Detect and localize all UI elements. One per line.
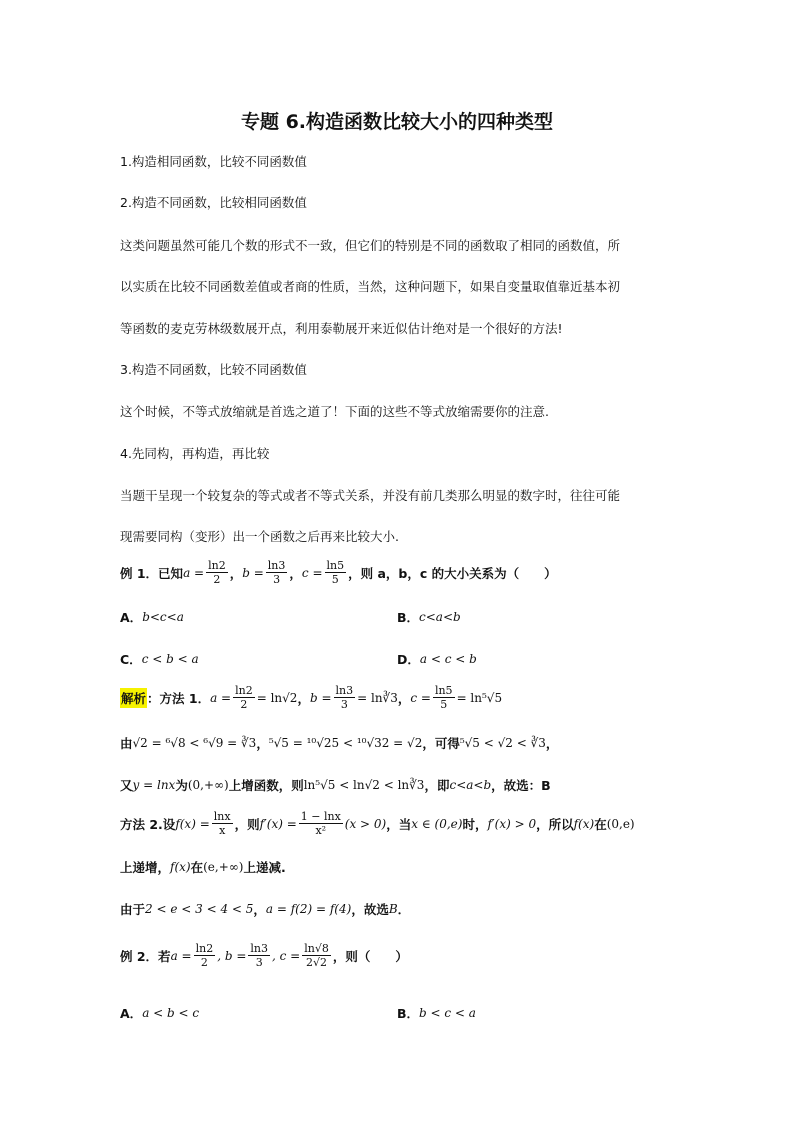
example-2-option-b[interactable]: B． b < c < a <box>397 1006 476 1021</box>
example-1-question-tail: ，则 a，b，c 的大小关系为（ ） <box>348 565 557 581</box>
ex1-c-lhs: c = <box>301 565 323 580</box>
example-2-label: 例 2．若 <box>120 948 171 964</box>
example-1-question: 例 1．已知 a = $\frac{\ln 2}{2}$ ， b = $\frac{\ln 3}{3}$ ， c = $\frac{\ln 5}{5}$ ，则 a，b，c 的大小关系为（ ） <box>120 559 557 586</box>
sol-derivative-fraction: $\frac{1 - \ln x}{\text{x²}}$ <box>300 810 341 837</box>
ex2-a-fraction: $\frac{\ln 2}{2}$ <box>195 942 214 969</box>
solution-line-2: 由 √2 = ⁶√8 < ⁶√9 = ∛3 ， ⁵√5 = ¹⁰√25 < ¹⁰√32 = √2 ，可得 ⁵√5 < √2 < ∛3 ， <box>120 736 559 751</box>
ex1-a-fraction: $\frac{\ln 2}{2}$ <box>208 559 226 586</box>
example-1-option-d[interactable]: D． a < c < b <box>397 652 477 667</box>
solution-line-6: 由于 2 < e < 3 < 4 < 5 ， a = f(2) = f(4) ，故选 B ． <box>120 902 411 917</box>
example-1-option-c[interactable]: C． c < b < a <box>120 652 199 667</box>
section-3-heading: 3.构造不同函数，比较不同函数值 <box>120 362 307 377</box>
ex1-a-lhs: a = <box>183 565 205 580</box>
solution-line-3: 又 y = lnx 为 (0,+∞) 上增函数，则 ln⁵√5 < ln√2 < ln∛3 ，即 c<a<b ，故选：B <box>120 778 551 793</box>
solution-highlight-label: 解析 <box>120 688 147 708</box>
example-1-option-a[interactable]: A． b<c<a <box>120 610 184 625</box>
solution-line-1: 解析 ：方法 1． a = $\frac{\ln 2}{2}$ = ln√2 ， b = $\frac{\ln 3}{3}$ = ln∛3 ， c = $\frac{\ln 5}{5}$ = ln⁵√5 <box>121 684 503 711</box>
section-2-text-line-2: 以实质在比较不同函数差值或者商的性质，当然，这种问题下，如果自变量取值靠近基本初 <box>120 279 621 294</box>
sol-a-fraction: $\frac{\ln 2}{2}$ <box>235 684 253 711</box>
example-2-option-a[interactable]: A． a < b < c <box>120 1006 200 1021</box>
ex1-b-fraction: $\frac{\ln 3}{3}$ <box>267 559 286 586</box>
section-3-text: 这个时候，不等式放缩就是首选之道了！下面的这些不等式放缩需要你的注意. <box>120 404 549 419</box>
section-2-text-line-1: 这类问题虽然可能几个数的形式不一致，但它们的特别是不同的函数取了相同的函数值，所 <box>120 238 621 253</box>
sol-c-fraction: $\frac{\ln 5}{5}$ <box>434 684 453 711</box>
example-1-label: 例 1．已知 <box>120 565 184 581</box>
example-2-question-tail: ，则（ ） <box>332 948 408 964</box>
ex1-c-fraction: $\frac{\ln 5}{5}$ <box>326 559 345 586</box>
example-2-question: 例 2．若 a = $\frac{\ln 2}{2}$ , b = $\frac{\ln 3}{3}$ , c = $\frac{\ln√8}{2√2}$ ，则（ ） <box>120 942 408 969</box>
sol-b-fraction: $\frac{\ln 3}{3}$ <box>335 684 354 711</box>
solution-line-5: 上递增， f(x) 在 (e,+∞) 上递减. <box>120 860 286 875</box>
section-4-text-line-2: 现需要同构（变形）出一个函数之后再来比较大小. <box>120 529 399 544</box>
page-title: 专题 6.构造函数比较大小的四种类型 <box>240 111 554 133</box>
example-1-option-b[interactable]: B． c<a<b <box>397 610 461 625</box>
solution-line-4: 方法 2.设 f(x) = $\frac{\ln x}{x}$ ，则 f′(x) = $\frac{1 - \ln x}{\text{x²}}$ (x > 0) ，当 x ∈ (0,e) 时， f′(x) > 0 ，所以 f(x) 在 (0,e) <box>120 810 635 837</box>
section-2-heading: 2.构造不同函数，比较相同函数值 <box>120 195 307 210</box>
section-1-heading: 1.构造相同函数，比较不同函数值 <box>120 154 307 169</box>
sol-f-fraction: $\frac{\ln x}{x}$ <box>213 810 231 837</box>
ex2-b-fraction: $\frac{\ln 3}{3}$ <box>250 942 268 969</box>
section-2-text-line-3: 等函数的麦克劳林级数展开点，利用泰勒展开来近似估计绝对是一个很好的方法! <box>120 321 563 336</box>
ex2-c-fraction: $\frac{\ln√8}{2√2}$ <box>304 942 329 969</box>
section-4-heading: 4.先同构，再构造，再比较 <box>120 446 270 461</box>
section-4-text-line-1: 当题干呈现一个较复杂的等式或者不等式关系，并没有前几类那么明显的数字时，往往可能 <box>120 488 621 503</box>
ex1-b-lhs: b = <box>242 565 264 580</box>
